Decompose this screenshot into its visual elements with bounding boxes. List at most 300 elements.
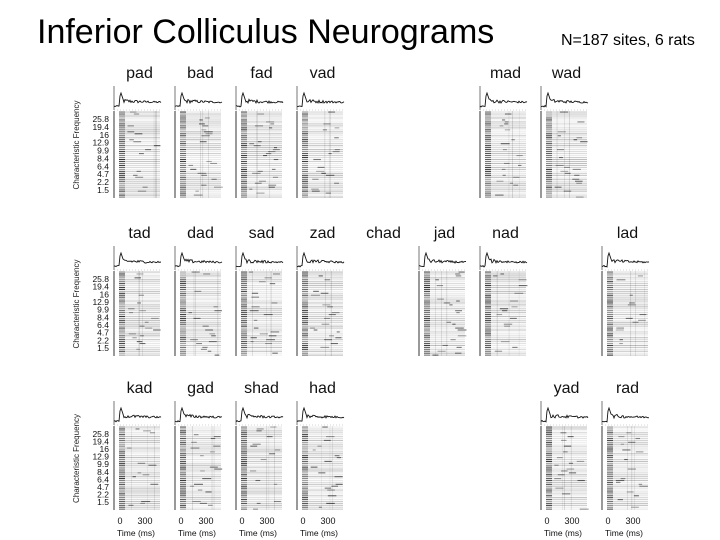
raster-burst bbox=[143, 187, 148, 188]
raster-sustained bbox=[308, 451, 343, 452]
raster-sustained bbox=[247, 135, 282, 136]
raster-sustained bbox=[308, 195, 343, 196]
raster-onset bbox=[180, 432, 186, 433]
raster-onset bbox=[607, 509, 613, 510]
raster-onset bbox=[607, 484, 613, 485]
raster-onset bbox=[546, 507, 552, 508]
raster-onset bbox=[180, 121, 186, 122]
raster-onset bbox=[546, 153, 552, 154]
raster-onset bbox=[607, 495, 613, 496]
raster-sustained bbox=[613, 345, 648, 346]
raster-sustained bbox=[613, 273, 648, 274]
raster-onset bbox=[302, 159, 308, 160]
raster-sustained bbox=[613, 444, 648, 445]
raster-onset bbox=[546, 503, 552, 504]
neurogram-panel bbox=[297, 246, 344, 356]
raster-onset bbox=[180, 137, 186, 138]
raster-burst bbox=[311, 189, 319, 190]
raster-onset bbox=[241, 461, 247, 462]
raster-onset bbox=[302, 470, 308, 471]
raster-onset bbox=[485, 181, 491, 182]
raster-sustained bbox=[247, 472, 282, 473]
raster-burst bbox=[561, 440, 566, 441]
raster-sustained bbox=[491, 343, 526, 344]
raster-burst bbox=[519, 285, 528, 286]
raster-sustained bbox=[430, 291, 465, 292]
raster-onset bbox=[424, 277, 430, 278]
raster-onset bbox=[119, 112, 125, 113]
raster-onset bbox=[485, 324, 491, 325]
raster-onset bbox=[546, 121, 552, 122]
raster-sustained bbox=[247, 480, 282, 481]
raster-sustained bbox=[491, 141, 526, 142]
raster-onset bbox=[119, 133, 125, 134]
raster-burst bbox=[456, 275, 461, 276]
raster-sustained bbox=[491, 347, 526, 348]
raster-onset bbox=[119, 147, 125, 148]
raster-onset bbox=[546, 465, 552, 466]
raster-onset bbox=[424, 283, 430, 284]
raster-sustained bbox=[491, 197, 526, 198]
raster-onset bbox=[241, 287, 247, 288]
raster-burst bbox=[199, 119, 202, 120]
raster-onset bbox=[119, 291, 125, 292]
raster-sustained bbox=[247, 185, 282, 186]
word-label-pad: pad bbox=[126, 65, 153, 82]
raster-burst bbox=[274, 484, 277, 485]
raster-sustained bbox=[125, 115, 160, 116]
raster-sustained bbox=[247, 505, 282, 506]
raster-sustained bbox=[125, 141, 160, 142]
raster-onset bbox=[546, 119, 552, 120]
neurogram-panel bbox=[114, 401, 161, 510]
cf-tick-label: 9.9 bbox=[97, 304, 109, 315]
raster-burst bbox=[627, 491, 634, 492]
raster-onset bbox=[424, 353, 430, 354]
raster-onset bbox=[180, 497, 186, 498]
raster-onset bbox=[241, 181, 247, 182]
raster-onset bbox=[241, 293, 247, 294]
raster-sustained bbox=[552, 507, 587, 508]
raster-onset bbox=[485, 155, 491, 156]
x-axis-label: Time (ms) bbox=[300, 528, 338, 538]
raster-burst bbox=[314, 329, 318, 330]
raster-sustained bbox=[247, 438, 282, 439]
raster-onset bbox=[607, 285, 613, 286]
raster-onset bbox=[241, 275, 247, 276]
raster-sustained bbox=[308, 453, 343, 454]
raster-onset bbox=[485, 127, 491, 128]
raster-onset bbox=[241, 175, 247, 176]
raster-onset bbox=[119, 189, 125, 190]
raster-onset bbox=[302, 497, 308, 498]
raster-onset bbox=[241, 476, 247, 477]
raster-burst bbox=[205, 491, 211, 492]
raster-onset bbox=[119, 428, 125, 429]
raster-onset bbox=[241, 486, 247, 487]
raster-burst bbox=[195, 191, 198, 192]
raster-sustained bbox=[308, 503, 343, 504]
raster-burst bbox=[455, 328, 464, 329]
raster-onset bbox=[424, 287, 430, 288]
raster-sustained bbox=[186, 195, 221, 196]
raster-sustained bbox=[186, 295, 221, 296]
raster-onset bbox=[180, 112, 186, 113]
raster-onset bbox=[546, 157, 552, 158]
raster-onset bbox=[241, 289, 247, 290]
raster-sustained bbox=[186, 155, 221, 156]
raster-onset bbox=[119, 491, 125, 492]
raster-onset bbox=[180, 179, 186, 180]
raster-onset bbox=[180, 469, 186, 470]
raster-onset bbox=[241, 129, 247, 130]
raster-onset bbox=[302, 486, 308, 487]
raster-onset bbox=[241, 306, 247, 307]
raster-onset bbox=[302, 339, 308, 340]
raster-onset bbox=[607, 343, 613, 344]
raster-onset bbox=[485, 189, 491, 190]
raster-onset bbox=[119, 353, 125, 354]
raster-sustained bbox=[491, 117, 526, 118]
raster-onset bbox=[485, 297, 491, 298]
raster-sustained bbox=[491, 273, 526, 274]
raster-sustained bbox=[613, 497, 648, 498]
raster-sustained bbox=[613, 326, 648, 327]
raster-burst bbox=[455, 310, 462, 311]
raster-burst bbox=[558, 474, 565, 475]
raster-sustained bbox=[125, 159, 160, 160]
raster-sustained bbox=[613, 428, 648, 429]
raster-onset bbox=[241, 141, 247, 142]
raster-sustained bbox=[613, 478, 648, 479]
raster-burst bbox=[139, 153, 144, 154]
raster-onset bbox=[485, 129, 491, 130]
raster-sustained bbox=[308, 442, 343, 443]
raster-burst bbox=[335, 337, 341, 338]
raster-onset bbox=[546, 509, 552, 510]
raster-sustained bbox=[308, 501, 343, 502]
raster-sustained bbox=[613, 347, 648, 348]
raster-sustained bbox=[247, 444, 282, 445]
time-tick-label: 0 bbox=[117, 516, 123, 526]
raster-onset bbox=[485, 167, 491, 168]
raster-onset bbox=[241, 300, 247, 301]
raster-sustained bbox=[247, 493, 282, 494]
raster-sustained bbox=[430, 339, 465, 340]
raster-onset bbox=[302, 347, 308, 348]
raster-burst bbox=[311, 295, 320, 296]
raster-sustained bbox=[308, 131, 343, 132]
raster-burst bbox=[513, 185, 518, 186]
raster-sustained bbox=[186, 159, 221, 160]
raster-sustained bbox=[247, 161, 282, 162]
raster-onset bbox=[180, 185, 186, 186]
raster-onset bbox=[119, 127, 125, 128]
raster-sustained bbox=[613, 353, 648, 354]
raster-sustained bbox=[186, 279, 221, 280]
raster-sustained bbox=[308, 163, 343, 164]
raster-onset bbox=[302, 175, 308, 176]
raster-burst bbox=[274, 159, 279, 160]
raster-sustained bbox=[613, 490, 648, 491]
raster-onset bbox=[485, 139, 491, 140]
raster-burst bbox=[200, 455, 204, 456]
raster-onset bbox=[119, 302, 125, 303]
x-axis-label: Time (ms) bbox=[544, 528, 582, 538]
raster-burst bbox=[202, 347, 207, 348]
raster-onset bbox=[119, 310, 125, 311]
raster-burst bbox=[501, 143, 510, 144]
raster-onset bbox=[302, 285, 308, 286]
raster-onset bbox=[546, 448, 552, 449]
raster-onset bbox=[485, 131, 491, 132]
raster-onset bbox=[302, 191, 308, 192]
cf-tick-label: 25.8 bbox=[92, 274, 109, 284]
raster-sustained bbox=[308, 157, 343, 158]
raster-burst bbox=[620, 339, 623, 340]
raster-onset bbox=[546, 457, 552, 458]
raster-onset bbox=[424, 324, 430, 325]
raster-burst bbox=[504, 123, 508, 124]
raster-sustained bbox=[247, 497, 282, 498]
raster-onset bbox=[424, 297, 430, 298]
raster-onset bbox=[302, 318, 308, 319]
raster-sustained bbox=[186, 157, 221, 158]
raster-sustained bbox=[247, 131, 282, 132]
raster-onset bbox=[302, 322, 308, 323]
raster-sustained bbox=[613, 339, 648, 340]
raster-burst bbox=[214, 436, 221, 437]
raster-onset bbox=[485, 135, 491, 136]
raster-burst bbox=[194, 484, 203, 485]
raster-burst bbox=[203, 273, 210, 274]
raster-onset bbox=[424, 333, 430, 334]
raster-onset bbox=[241, 499, 247, 500]
raster-sustained bbox=[186, 440, 221, 441]
raster-burst bbox=[512, 347, 517, 348]
raster-sustained bbox=[186, 291, 221, 292]
raster-onset bbox=[485, 343, 491, 344]
raster-onset bbox=[302, 326, 308, 327]
raster-onset bbox=[485, 169, 491, 170]
raster-onset bbox=[302, 465, 308, 466]
raster-onset bbox=[180, 310, 186, 311]
word-label-tad: tad bbox=[128, 225, 151, 242]
raster-burst bbox=[194, 195, 203, 196]
raster-sustained bbox=[186, 117, 221, 118]
word-label-jad: jad bbox=[433, 225, 456, 242]
raster-onset bbox=[180, 133, 186, 134]
cf-tick-label: 9.9 bbox=[97, 459, 109, 470]
raster-sustained bbox=[247, 461, 282, 462]
raster-sustained bbox=[491, 183, 526, 184]
raster-onset bbox=[485, 273, 491, 274]
raster-sustained bbox=[186, 272, 221, 273]
raster-burst bbox=[273, 149, 280, 150]
raster-onset bbox=[424, 335, 430, 336]
raster-onset bbox=[241, 279, 247, 280]
raster-burst bbox=[457, 347, 462, 348]
raster-burst bbox=[459, 272, 465, 273]
neurogram-panel bbox=[175, 246, 222, 356]
raster-burst bbox=[130, 112, 137, 113]
raster-onset bbox=[302, 181, 308, 182]
raster-onset bbox=[485, 349, 491, 350]
raster-onset bbox=[241, 308, 247, 309]
raster-sustained bbox=[430, 337, 465, 338]
raster-onset bbox=[180, 449, 186, 450]
raster-burst bbox=[141, 501, 150, 502]
raster-burst bbox=[140, 503, 145, 504]
raster-burst bbox=[554, 478, 561, 479]
raster-sustained bbox=[186, 281, 221, 282]
psth-trace bbox=[175, 253, 222, 267]
raster-sustained bbox=[308, 165, 343, 166]
raster-burst bbox=[252, 293, 258, 294]
raster-sustained bbox=[247, 195, 282, 196]
raster-onset bbox=[485, 287, 491, 288]
raster-onset bbox=[302, 345, 308, 346]
raster-onset bbox=[180, 147, 186, 148]
raster-onset bbox=[180, 129, 186, 130]
raster-sustained bbox=[613, 289, 648, 290]
raster-burst bbox=[190, 169, 196, 170]
raster-onset bbox=[180, 193, 186, 194]
raster-onset bbox=[302, 304, 308, 305]
raster-onset bbox=[180, 302, 186, 303]
raster-sustained bbox=[308, 470, 343, 471]
raster-onset bbox=[241, 472, 247, 473]
raster-burst bbox=[456, 300, 460, 301]
raster-onset bbox=[119, 448, 125, 449]
raster-onset bbox=[180, 159, 186, 160]
raster-onset bbox=[241, 355, 247, 356]
raster-onset bbox=[119, 497, 125, 498]
raster-sustained bbox=[247, 455, 282, 456]
raster-onset bbox=[607, 449, 613, 450]
raster-sustained bbox=[613, 505, 648, 506]
cf-tick-label: 8.4 bbox=[97, 466, 109, 477]
raster-onset bbox=[424, 355, 430, 356]
raster-onset bbox=[607, 501, 613, 502]
raster-sustained bbox=[613, 440, 648, 441]
raster-onset bbox=[607, 482, 613, 483]
psth-trace bbox=[114, 93, 161, 107]
raster-sustained bbox=[308, 432, 343, 433]
raster-sustained bbox=[247, 467, 282, 468]
raster-sustained bbox=[308, 181, 343, 182]
raster-onset bbox=[302, 306, 308, 307]
raster-burst bbox=[456, 312, 459, 313]
raster-onset bbox=[180, 157, 186, 158]
raster-sustained bbox=[186, 177, 221, 178]
raster-burst bbox=[324, 440, 331, 441]
raster-sustained bbox=[552, 491, 587, 492]
raster-onset bbox=[119, 469, 125, 470]
word-label-zad: zad bbox=[309, 225, 336, 242]
raster-sustained bbox=[186, 329, 221, 330]
raster-onset bbox=[424, 291, 430, 292]
raster-onset bbox=[607, 345, 613, 346]
raster-onset bbox=[546, 173, 552, 174]
raster-sustained bbox=[186, 304, 221, 305]
raster-onset bbox=[302, 484, 308, 485]
raster-sustained bbox=[491, 135, 526, 136]
raster-onset bbox=[119, 159, 125, 160]
word-label-yad: yad bbox=[553, 380, 580, 397]
raster-burst bbox=[269, 335, 277, 336]
raster-onset bbox=[485, 161, 491, 162]
raster-sustained bbox=[186, 127, 221, 128]
raster-burst bbox=[503, 149, 507, 150]
raster-burst bbox=[200, 470, 205, 471]
raster-onset bbox=[607, 436, 613, 437]
raster-burst bbox=[209, 341, 217, 342]
raster-onset bbox=[485, 195, 491, 196]
raster-onset bbox=[424, 326, 430, 327]
raster-onset bbox=[546, 469, 552, 470]
raster-onset bbox=[607, 331, 613, 332]
raster-onset bbox=[119, 125, 125, 126]
raster-onset bbox=[302, 438, 308, 439]
raster-onset bbox=[119, 273, 125, 274]
raster-onset bbox=[180, 472, 186, 473]
raster-onset bbox=[546, 430, 552, 431]
raster-burst bbox=[255, 183, 262, 184]
raster-onset bbox=[607, 451, 613, 452]
raster-burst bbox=[452, 324, 455, 325]
raster-burst bbox=[266, 153, 271, 154]
raster-burst bbox=[329, 314, 336, 315]
raster-onset bbox=[302, 482, 308, 483]
raster-onset bbox=[302, 343, 308, 344]
raster-onset bbox=[485, 133, 491, 134]
raster-onset bbox=[241, 147, 247, 148]
raster-onset bbox=[546, 171, 552, 172]
raster-burst bbox=[249, 189, 252, 190]
raster-onset bbox=[119, 347, 125, 348]
raster-onset bbox=[180, 482, 186, 483]
raster-onset bbox=[119, 119, 125, 120]
raster-sustained bbox=[491, 302, 526, 303]
raster-onset bbox=[241, 444, 247, 445]
raster-onset bbox=[302, 131, 308, 132]
raster-sustained bbox=[491, 149, 526, 150]
raster-burst bbox=[258, 141, 262, 142]
raster-onset bbox=[241, 493, 247, 494]
raster-onset bbox=[302, 430, 308, 431]
raster-burst bbox=[510, 318, 517, 319]
raster-burst bbox=[458, 335, 467, 336]
raster-onset bbox=[180, 337, 186, 338]
raster-sustained bbox=[613, 300, 648, 301]
time-tick-label: 300 bbox=[198, 516, 214, 526]
raster-sustained bbox=[247, 112, 282, 113]
raster-sustained bbox=[430, 343, 465, 344]
raster-onset bbox=[241, 291, 247, 292]
raster-burst bbox=[253, 444, 261, 445]
raster-onset bbox=[180, 455, 186, 456]
raster-onset bbox=[485, 331, 491, 332]
raster-onset bbox=[485, 300, 491, 301]
raster-onset bbox=[180, 453, 186, 454]
raster-sustained bbox=[247, 499, 282, 500]
raster-sustained bbox=[247, 442, 282, 443]
raster-onset bbox=[607, 310, 613, 311]
raster-sustained bbox=[491, 272, 526, 273]
raster-burst bbox=[201, 349, 207, 350]
raster-onset bbox=[485, 277, 491, 278]
